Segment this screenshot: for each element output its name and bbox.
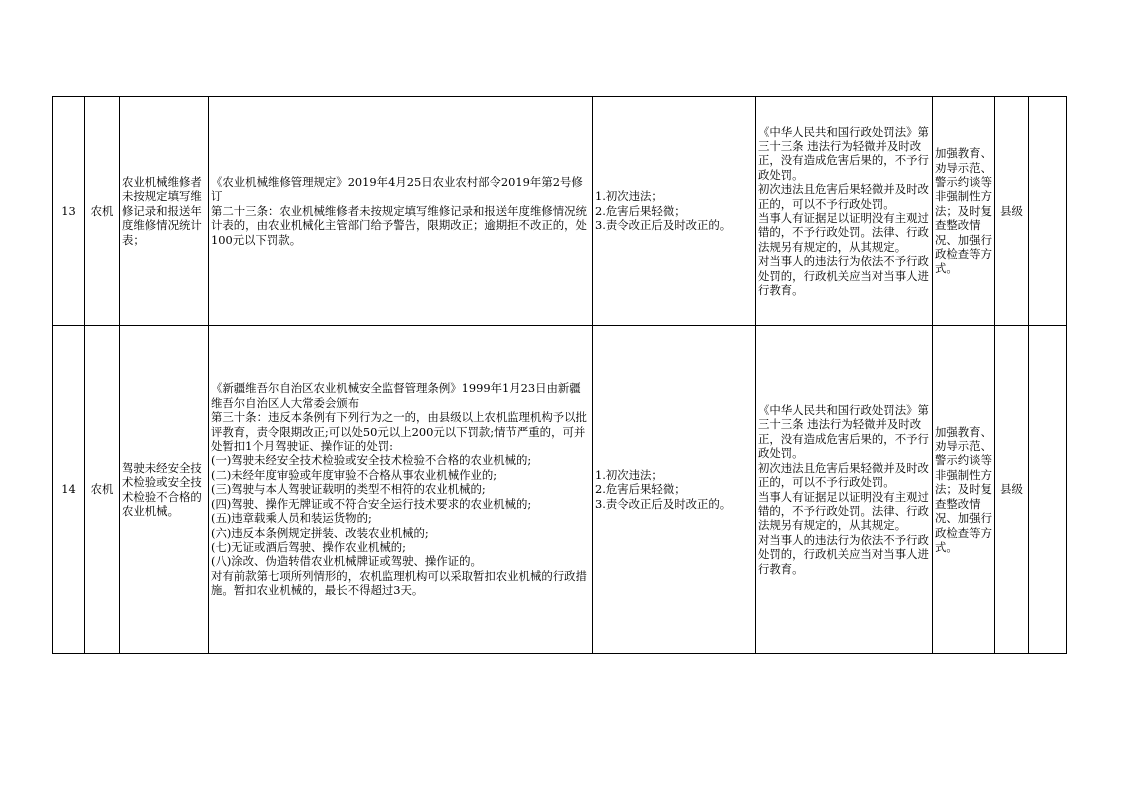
- remark-cell: [1029, 326, 1067, 654]
- exemption-basis-line: 当事人有证据足以证明没有主观过错的，不予行政处罚。法律、行政法规另有规定的，从其规定。: [758, 211, 929, 254]
- condition-item: 1.初次违法；: [595, 189, 663, 204]
- exemption-basis-line: 初次违法且危害后果轻微并及时改正的，可以不予行政处罚。: [758, 182, 929, 211]
- item-number: 13: [53, 97, 85, 326]
- exemption-basis-line: 当事人有证据足以证明没有主观过错的，不予行政处罚。法律、行政法规另有规定的，从其规定。: [758, 489, 929, 533]
- measures-cell: 加强教育、劝导示范、警示约谈等非强制性方法；及时复查整改情况、加强行政检查等方式。: [933, 97, 995, 326]
- table-row: [53, 326, 1067, 654]
- exemption-basis-line: 《中华人民共和国行政处罚法》第三十三条 违法行为轻微并及时改正，没有造成危害后果的，不予行政处罚。: [758, 124, 929, 182]
- exemption-basis-line: 对当事人的违法行为依法不予行政处罚的，行政机关应当对当事人进行教育。: [758, 532, 929, 576]
- legal-basis-line: (五)违章载乘人员和装运货物的;: [211, 511, 372, 526]
- legal-basis-line: (六)违反本条例规定拼装、改装农业机械的;: [211, 525, 429, 540]
- level-cell: 县级: [995, 97, 1029, 326]
- violation-cell: 农业机械维修者未按规定填写维修记录和报送年度维修情况统计表；: [120, 97, 209, 326]
- violation-cell: 驾驶未经安全技术检验或安全技术检验不合格的农业机械。: [120, 326, 209, 654]
- condition-item: 1.初次违法；: [595, 467, 663, 482]
- condition-item: 3.责令改正后及时改正的。: [595, 496, 732, 511]
- legal-basis-line: (二)未经年度审验或年度审验不合格从事农业机械作业的;: [211, 467, 498, 482]
- conditions-cell: [593, 97, 756, 326]
- category-cell: 农机: [85, 326, 120, 654]
- remark-cell: [1029, 97, 1067, 326]
- legal-basis-line: (四)驾驶、操作无牌证或不符合安全运行技术要求的农业机械的;: [211, 496, 532, 511]
- legal-basis-line: 《农业机械维修管理规定》2019年4月25日农业农村部令2019年第2号修订: [211, 174, 583, 204]
- conditions-cell: [593, 326, 756, 654]
- table-row: [53, 97, 1067, 326]
- measures-cell: 加强教育、劝导示范、警示约谈等非强制性方法；及时复查整改情况、加强行政检查等方式。: [933, 326, 995, 654]
- legal-basis-line: 《新疆维吾尔自治区农业机械安全监督管理条例》1999年1月23日由新疆维吾尔自治区人大常委会颁布: [211, 381, 581, 410]
- exemption-list-table: [52, 96, 1067, 654]
- exemption-basis-line: 对当事人的违法行为依法不予行政处罚的，行政机关应当对当事人进行教育。: [758, 254, 929, 298]
- condition-item: 2.危害后果轻微；: [595, 203, 686, 218]
- legal-basis-line: (一)驾驶未经安全技术检验或安全技术检验不合格的农业机械的;: [211, 453, 532, 468]
- category-cell: 农机: [85, 97, 120, 326]
- item-number: 14: [53, 326, 85, 654]
- exemption-basis-cell: [756, 326, 933, 654]
- legal-basis-cell: [209, 97, 593, 326]
- legal-basis-line: 第二十三条：农业机械维修者未按规定填写维修记录和报送年度维修情况统计表的，由农业机械化主管部门给予警告，限期改正；逾期拒不改正的，处100元以下罚款。: [211, 203, 587, 247]
- legal-basis-line: 对有前款第七项所列情形的，农机监理机构可以采取暂扣农业机械的行政措施。暂扣农业机械的，最长不得超过3天。: [211, 568, 587, 598]
- level-cell: 县级: [995, 326, 1029, 654]
- legal-basis-line: 第三十条：违反本条例有下列行为之一的，由县级以上农机监理机构予以批评教育，责令限期改正;可以处50元以上200元以下罚款;情节严重的，可并处暂扣1个月驾驶证、操作证的处罚:: [211, 410, 587, 454]
- legal-basis-cell: [209, 326, 593, 654]
- exemption-basis-line: 《中华人民共和国行政处罚法》第三十三条 违法行为轻微并及时改正，没有造成危害后果的，不予行政处罚。: [758, 403, 929, 461]
- legal-basis-line: (八)涂改、伪造转借农业机械牌证或驾驶、操作证的。: [211, 554, 482, 569]
- exemption-basis-cell: [756, 97, 933, 326]
- condition-item: 2.危害后果轻微；: [595, 482, 686, 497]
- exemption-basis-line: 初次违法且危害后果轻微并及时改正的，可以不予行政处罚。: [758, 460, 929, 490]
- legal-basis-line: (三)驾驶与本人驾驶证载明的类型不相符的农业机械的;: [211, 482, 486, 497]
- legal-basis-line: (七)无证或酒后驾驶、操作农业机械的;: [211, 539, 406, 554]
- condition-item: 3.责令改正后及时改正的。: [595, 218, 732, 233]
